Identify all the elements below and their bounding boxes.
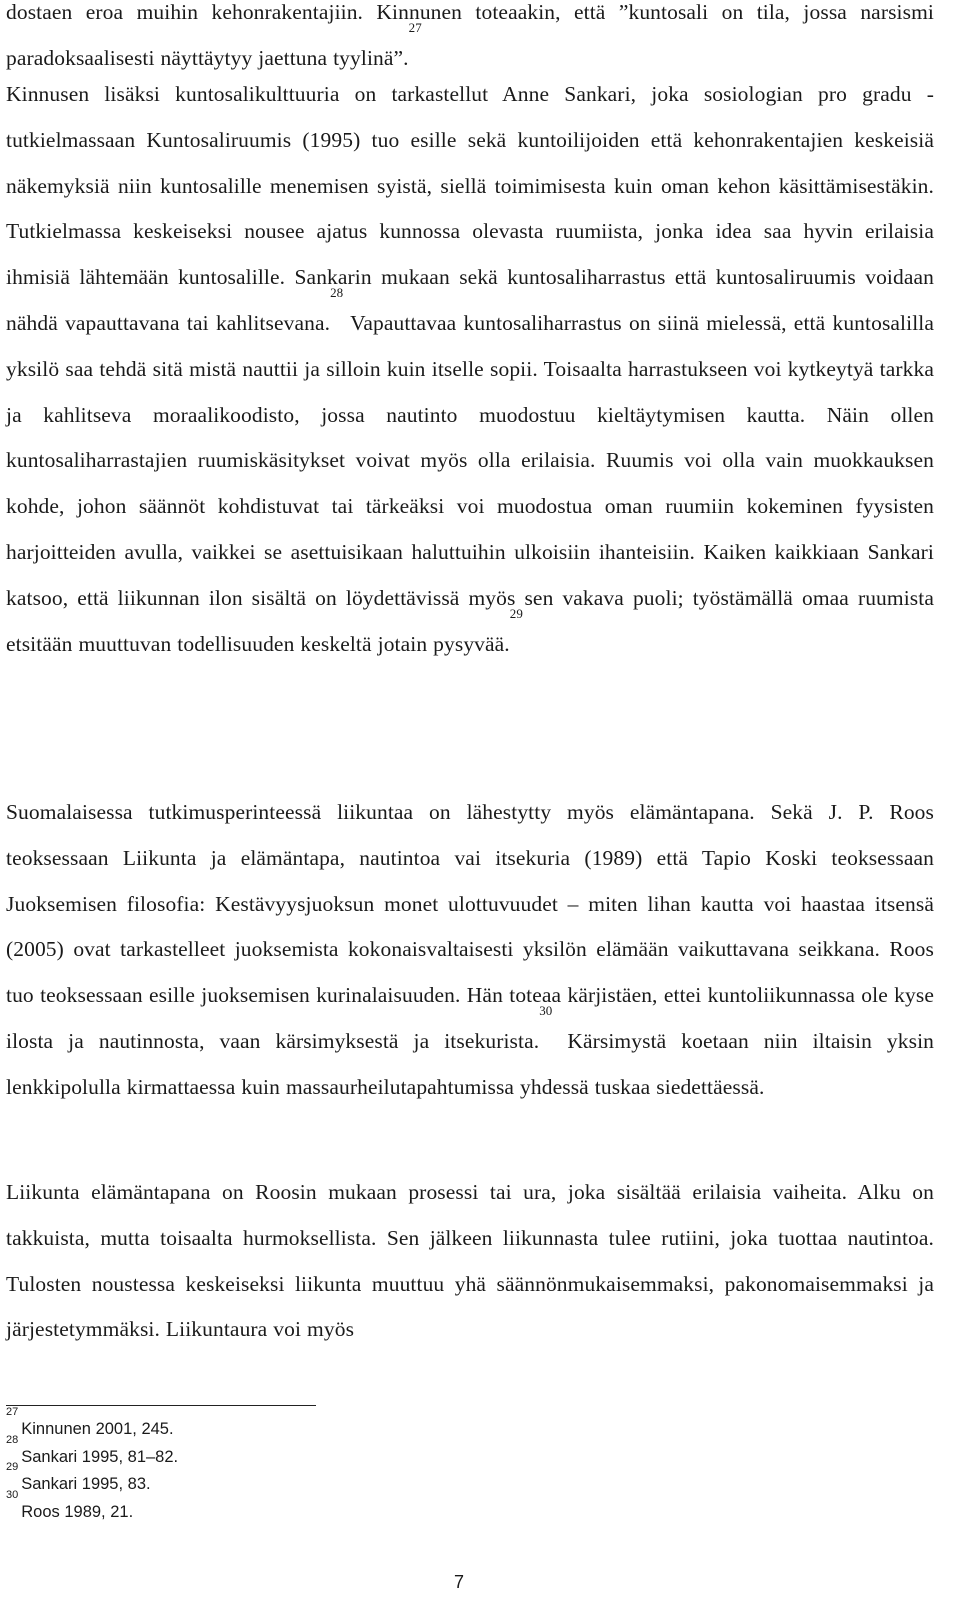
footnote-number: 30 (6, 1488, 19, 1501)
footnote-number: 27 (6, 1406, 19, 1418)
footnote-text: Roos 1989, 21. (21, 1502, 134, 1521)
footnote-item (6, 1406, 506, 1444)
paragraph-text: Suomalaisessa tutkimusperinteessä liikuntaa on lähestytty myös elämäntapana. Sekä J. P. Roos teoksessaan Liikunta ja elämäntapa, nautintoa vai itsekuria (1989) että Tapio Koski teoksessaan Juoksemisen filosofia: Kestävyysjuoksun monet ulottuvuudet – miten lihan kautta voi haastaa itsensä (2005) ovat tarkastelleet juoksemista kokonaisvaltaisesti yksilön elämään vaikuttavana seikkana. Roos tuo teoksessaan esille juoksemisen kurinalaisuuden. Hän toteaa kärjistäen, ettei kuntoliikunnassa ole kyse ilosta ja nautinnosta, vaan kärsimyksestä ja itsekurista. (6, 800, 934, 1053)
paragraph-text: Vapauttavaa kuntosaliharrastus on siinä mielessä, että kuntosalilla yksilö saa tehdä sitä mistä nauttii ja silloin kuin itselle sopii. Toisaalta harrastukseen voi kytkeytyä tarkka ja kahlitseva moraalikoodisto, jossa nautinto muodostuu kieltäytymisen kautta. Näin ollen kuntosaliharrastajien ruumiskäsitykset voivat myös olla erilaisia. Ruumis voi olla vain muokkauksen kohde, johon säännöt kohdistuvat tai tärkeäksi voi muodostua oman ruumiin kokeminen fyysisten harjoitteiden avulla, vaikkei se asettuisikaan haluttuihin ulkoisiin ihanteisiin. Kaiken kaikkiaan Sankari katsoo, että liikunnan ilon sisältä on löydettävissä myös sen vakava puoli; työstämällä omaa ruumista etsitään muuttuvan todellisuuden keskeltä jotain pysyvää. (6, 310, 934, 656)
paragraph-text: Liikunta elämäntapana on Roosin mukaan prosessi tai ura, joka sisältää erilaisia vaiheita. Alku on takkuista, mutta toisaalta hurmoksellista. Sen jälkeen liikunnasta tulee rutiini, joka tuottaa nautintoa. Tulosten noustessa keskeiseksi liikunta muuttuu yhä säännönmukaisemmaksi, pakonomaisemmaksi ja järjestetymmäksi. Liikuntaura voi myös (6, 1180, 934, 1342)
footnote-item (6, 1461, 506, 1499)
paragraph-roos-koski (6, 790, 934, 1111)
footnote-ref[interactable]: 27 (408, 19, 422, 35)
footnote-text: Sankari 1995, 81–82. (21, 1447, 179, 1466)
paragraph-continued (6, 0, 934, 82)
footnote-ref[interactable]: 28 (330, 284, 344, 300)
footnote-item (6, 1433, 506, 1472)
paragraph-text: Kärsimystä koetaan niin iltaisin yksin lenkkipolulla kirmattaessa kuin massaurheilutapahtumissa yhdessä tuskaa siedettäessä. (6, 1028, 934, 1099)
footnote-ref[interactable]: 29 (509, 605, 523, 621)
footnote-text: Kinnunen 2001, 245. (21, 1420, 174, 1438)
paragraph-sankari (6, 72, 934, 667)
footnote-item (6, 1488, 506, 1527)
footnote-text: Sankari 1995, 83. (21, 1475, 151, 1494)
footnote-ref[interactable]: 30 (539, 1002, 553, 1018)
paragraph-elamantapa (6, 1170, 934, 1353)
footnote-number: 29 (6, 1461, 19, 1474)
footnote-number: 28 (6, 1433, 19, 1446)
footnote-separator (6, 1405, 316, 1406)
page-number: 7 (454, 1572, 465, 1592)
footnotes (6, 1406, 506, 1526)
paragraph-text: dostaen eroa muihin kehonrakentajiin. Kinnunen toteaakin, että ”kuntosali on tila, jossa narsismi paradoksaalisesti näyttäytyy jaettuna tyylinä”. (6, 0, 934, 70)
paragraph-text: Kinnusen lisäksi kuntosalikulttuuria on tarkastellut Anne Sankari, joka sosiologian pro gradu -tutkielmassaan Kuntosaliruumis (1995) tuo esille sekä kuntoilijoiden että kehonrakentajien keskeisiä näkemyksiä niin kuntosalille menemisen syistä, siellä toimimisesta kuin oman kehon käsittämisestäkin. Tutkielmassa keskeiseksi nousee ajatus kunnossa olevasta ruumiista, jonka idea saa hyvin erilaisia ihmisiä lähtemään kuntosalille. Sankarin mukaan sekä kuntosaliharrastus että kuntosaliruumis voidaan nähdä vapauttavana tai kahlitsevana. (6, 82, 934, 335)
